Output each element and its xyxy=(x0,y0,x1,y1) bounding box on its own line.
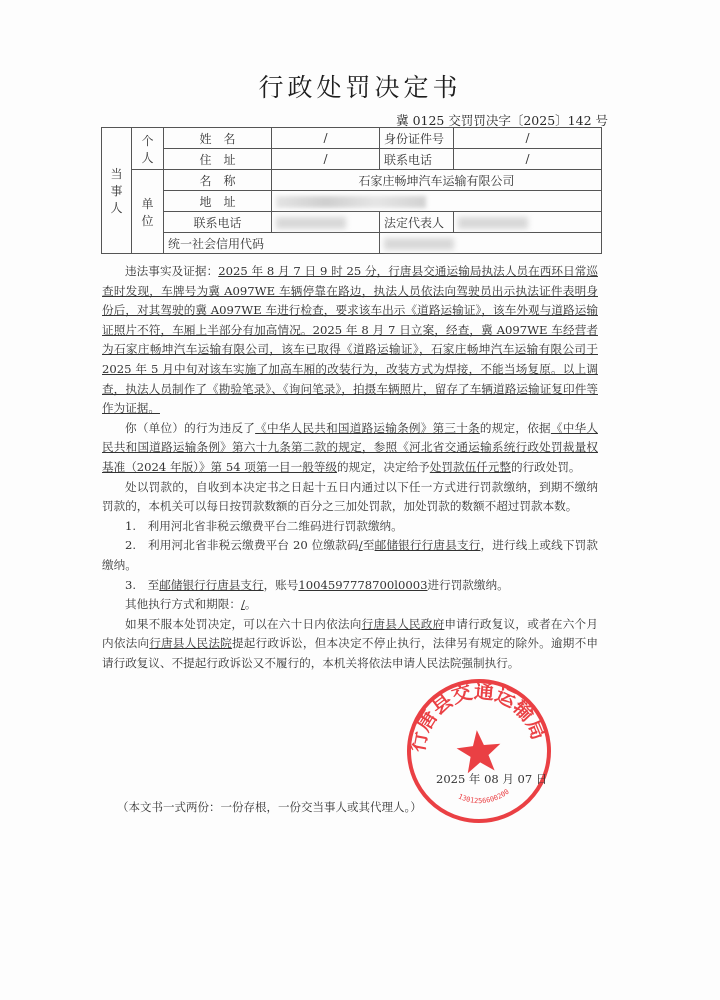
decision-text-1: 你（单位）的行为违反了 xyxy=(125,420,256,435)
other-execution-end: 。 xyxy=(244,597,257,612)
payment-method-3-end: 进行罚款缴纳。 xyxy=(427,577,509,592)
document-date: 2025 年 08 月 07 日 xyxy=(436,772,548,786)
star-icon xyxy=(455,728,503,774)
other-execution-value: / xyxy=(240,597,245,612)
credit-code-label: 统一社会信用代码 xyxy=(164,233,380,254)
payment-code: / xyxy=(358,538,363,553)
unit-address-label: 地 址 xyxy=(164,191,272,212)
review-authority: 行唐县人民政府 xyxy=(361,616,445,631)
party-label: 当事人 xyxy=(102,128,132,254)
individual-label: 个人 xyxy=(132,128,164,170)
appeal-text-1: 如果不服本处罚决定，可以在六十日内依法向 xyxy=(125,616,362,631)
decision-paragraph xyxy=(102,419,598,478)
appeal-text-2: 申请行政复议，或者在六个月内依法向 xyxy=(102,616,598,651)
seal-text: 行唐县交通运输局 xyxy=(404,678,552,754)
appeal-paragraph xyxy=(102,615,598,674)
payment-bank-2: 邮储银行行唐县支行 xyxy=(374,538,481,553)
payment-method-3-text: 3. 至 xyxy=(125,577,160,592)
other-execution-label: 其他执行方式和期限： xyxy=(125,597,241,612)
unit-address-redacted xyxy=(272,191,602,212)
payment-intro: 处以罚款的，自收到本决定书之日起十五日内通过以下任一方式进行罚款缴纳，到期不缴纳罚款的，本机关可以每日按罚款数额的百分之三加处罚款，加处罚款的数额不超过罚款本数。 xyxy=(102,479,598,514)
official-seal xyxy=(404,676,554,826)
payment-account-label: ，账号 xyxy=(263,577,299,592)
payment-method-3 xyxy=(102,576,598,596)
svg-text:1301256600200 xyxy=(456,787,511,807)
name-label: 姓 名 xyxy=(164,128,272,149)
id-value: / xyxy=(454,128,602,149)
facts-label: 违法事实及证据： xyxy=(125,264,219,278)
payment-method-2-text: 2. 利用河北省非税云缴费平台 20 位缴款码 xyxy=(125,538,359,553)
credit-code-redacted xyxy=(380,233,602,254)
decision-text-4: 的行政处罚。 xyxy=(510,459,581,474)
payment-account: 1004597778700l0003 xyxy=(298,577,428,592)
other-execution xyxy=(102,595,598,615)
payment-bank-3: 邮储银行行唐县支行 xyxy=(159,577,264,592)
name-value: / xyxy=(272,128,380,149)
party-info-table xyxy=(101,127,602,254)
facts-text: 2025 年 8 月 7 日 9 时 25 分，行唐县交通运输局执法人员在西环日常巡查时发现，车牌号为冀 A097WE 车辆停靠在路边，执法人员依法向驾驶员出示执法证件表明身份后，对其驾驶的冀 A097WE 车进行检查，要求该车出示《道路运输证》，该车外观与道路运输证照片不符，车厢上半部分有加高情况。2025 年 8 月 7 日立案，经查，冀 A097WE 车经营者为石家庄畅坤汽车运输有限公司，该车已取得《道路运输证》，石家庄畅坤汽车运输有限公司于 2025 年 5 月中旬对该车实施了加高车厢的改装行为，改装方式为焊接，不能当场复原。以上调查，执法人员制作了《勘验笔录》、《询问笔录》，拍摄车辆照片，留存了车辆道路运输证复印件等作为证据。 xyxy=(102,264,598,416)
unit-phone-redacted xyxy=(272,212,380,233)
appeal-text-3: 提起行政诉讼，但本决定不停止执行，法律另有规定的除外。逾期不申请行政复议、不提起行政诉讼又不履行的，本机关将依法申请人民法院强制执行。 xyxy=(102,636,598,670)
address-label: 住 址 xyxy=(164,149,272,170)
unit-name-value: 石家庄畅坤汽车运输有限公司 xyxy=(272,170,602,191)
payment-method-1: 1. 利用河北省非税云缴费平台二维码进行罚款缴纳。 xyxy=(125,518,403,533)
unit-label: 单位 xyxy=(132,170,164,254)
address-value: / xyxy=(272,149,380,170)
penalty-amount: 处罚款伍仟元整 xyxy=(429,459,511,474)
phone-value: / xyxy=(454,149,602,170)
legal-rep-redacted xyxy=(454,212,602,233)
id-label: 身份证件号 xyxy=(380,128,454,149)
document-number: 冀 0125 交罚罚决字〔2025〕142 号 xyxy=(396,113,608,128)
phone-label: 联系电话 xyxy=(380,149,454,170)
legal-rep-label: 法定代表人 xyxy=(380,212,454,233)
decision-text-2: 的规定，依据 xyxy=(479,420,551,435)
payment-method-2 xyxy=(102,536,598,575)
decision-body xyxy=(102,262,598,673)
seal-number: 1301256600200 xyxy=(456,787,511,806)
document-title: 行政处罚决定书 xyxy=(258,73,462,102)
footer-note: （本文书一式两份：一份存根，一份交当事人或其代理人。） xyxy=(117,800,422,814)
unit-name-label: 名 称 xyxy=(164,170,272,191)
unit-phone-label: 联系电话 xyxy=(164,212,272,233)
basis-law: 《中华人民共和国道路运输条例》第六十九条第二款的规定，参照《河北省交通运输系统行政处罚裁量权基准（2024 年版）》第 54 项第一目一般等级 xyxy=(102,420,598,474)
payment-method-2-to: 至 xyxy=(362,538,375,553)
payment-method-2-end: ，进行线上或线下罚款缴纳。 xyxy=(102,538,598,572)
facts-paragraph xyxy=(102,262,598,419)
court-name: 行唐县人民法院 xyxy=(149,636,232,651)
violated-law: 《中华人民共和国道路运输条例》第三十条 xyxy=(255,420,480,435)
decision-text-3: 的规定，决定给予 xyxy=(337,459,430,474)
